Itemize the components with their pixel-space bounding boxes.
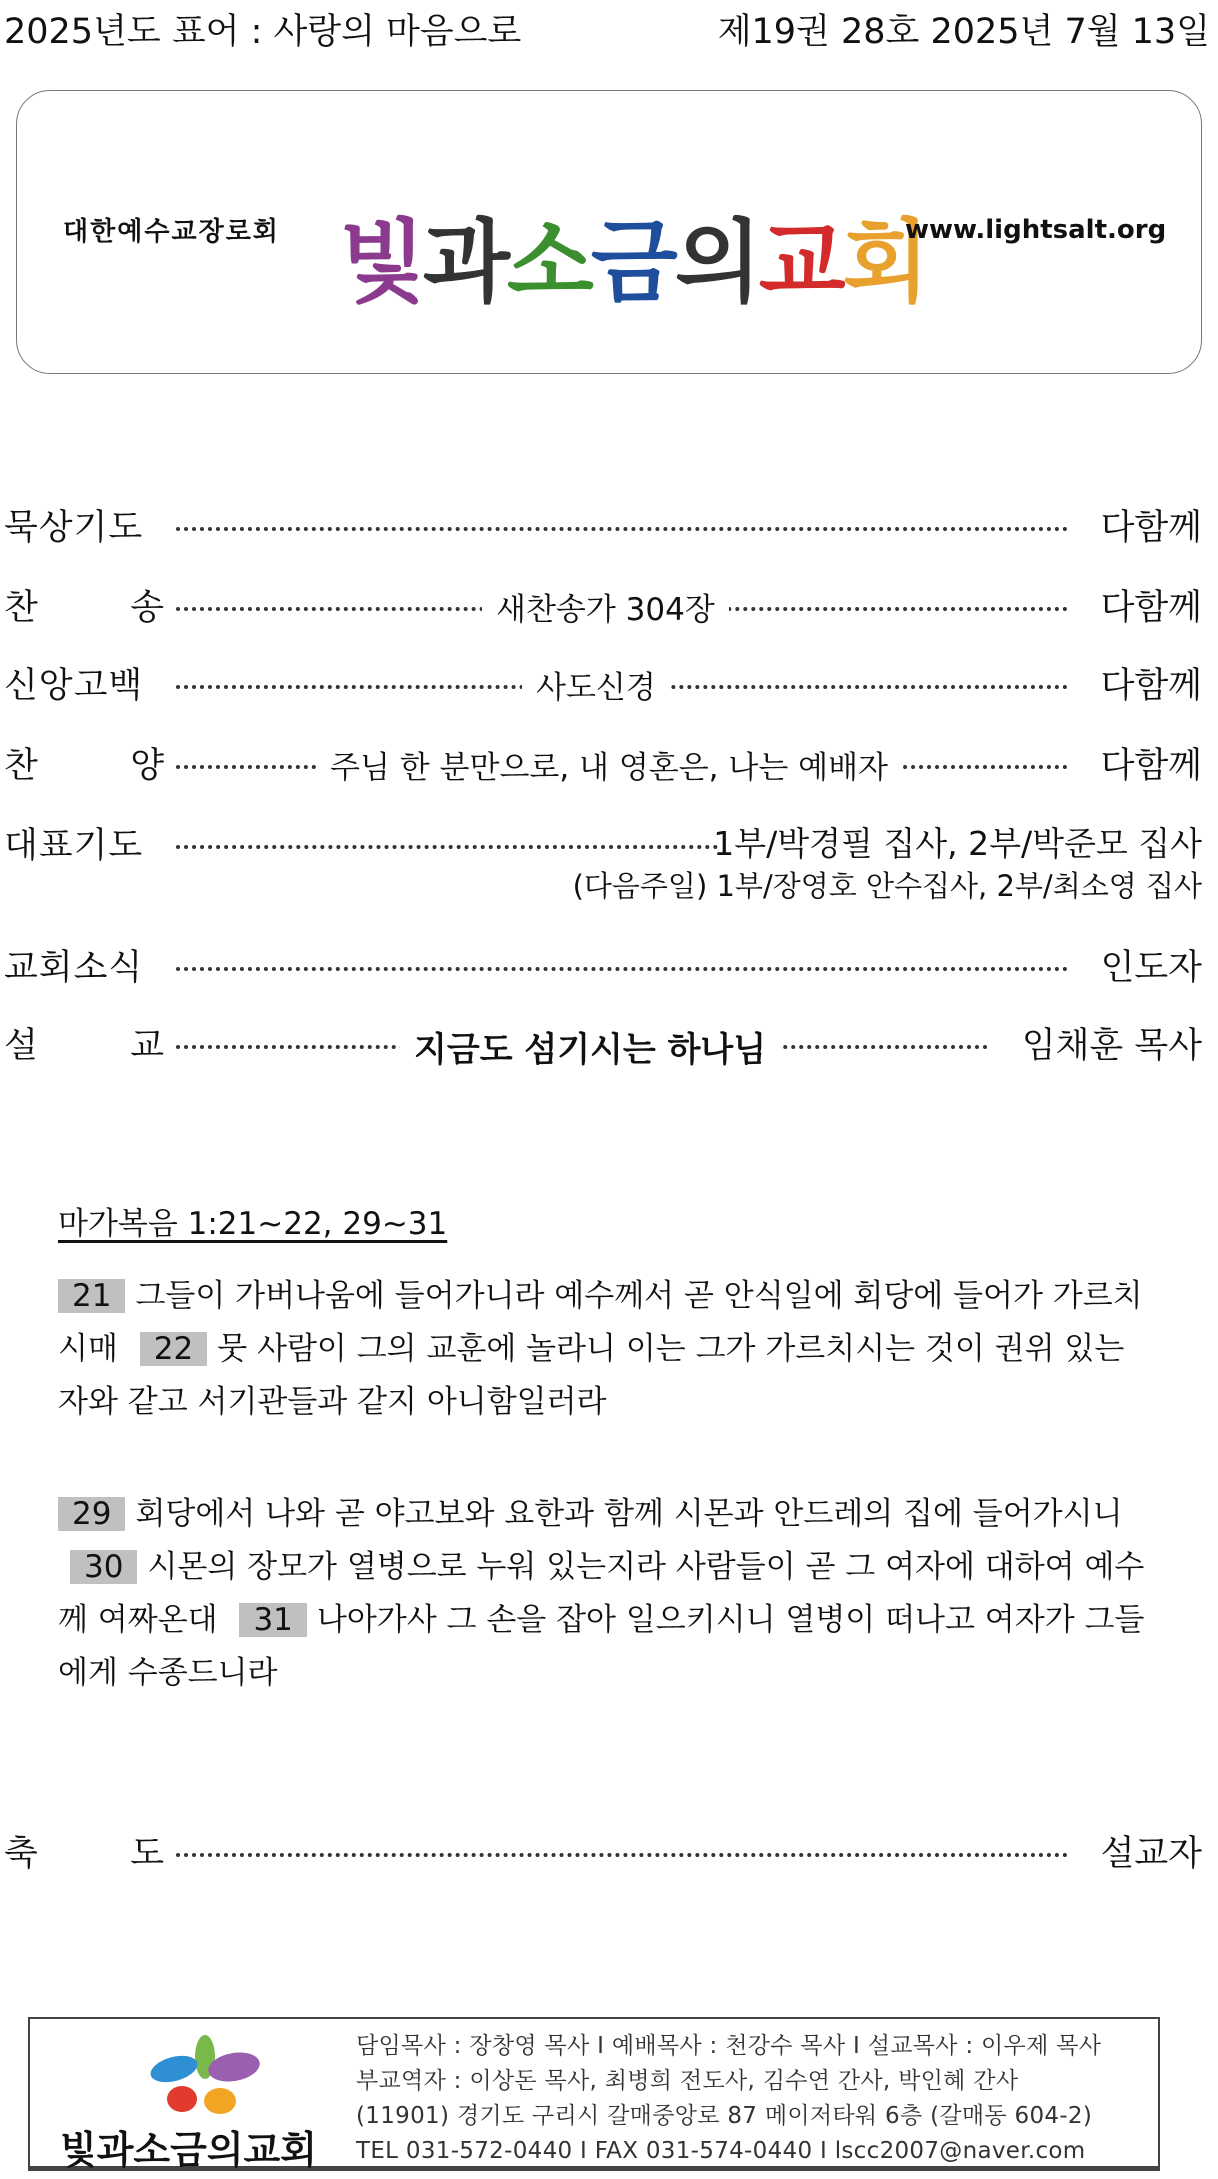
- staff-line: 부교역자 : 이상돈 목사, 최병희 전도사, 김수연 간사, 박인혜 간사: [356, 2068, 1019, 2094]
- logo-char: 교: [758, 209, 843, 315]
- church-logo-icon: [130, 2027, 280, 2119]
- verse-number: 31: [239, 1603, 306, 1637]
- order-row-praise: [0, 738, 1218, 798]
- logo-char: 회: [842, 209, 927, 315]
- verse-text: 회당에서 나와 곧 야고보와 요한과 함께 시몬과 안드레의 집에 들어가시니: [135, 1496, 1123, 1532]
- logo-char: 과: [422, 209, 507, 315]
- order-detail: 사도신경: [522, 662, 670, 707]
- order-label: 신앙고백: [4, 666, 144, 706]
- leader-dots: [176, 527, 1068, 531]
- logo-char: 소: [506, 209, 591, 315]
- staff-line: 담임목사 : 장창영 목사 I 예배목사 : 천강수 목사 I 설교목사 : 이우제 목사: [356, 2033, 1102, 2059]
- contact-line: TEL 031-572-0440 I FAX 031-574-0440 I lscc2007@naver.com: [356, 2138, 1086, 2164]
- order-label-part: 양: [130, 746, 164, 786]
- verse-number: 29: [58, 1497, 125, 1531]
- sermon-title: 지금도 섬기시는 하나님: [400, 1022, 780, 1071]
- scripture-paragraph: [58, 1270, 1158, 1429]
- church-footer: [28, 2017, 1160, 2171]
- logo-char: 금: [590, 209, 675, 315]
- scripture-paragraph: [58, 1488, 1158, 1700]
- address-line: (11901) 경기도 구리시 갈매중앙로 87 메이저타워 6층 (갈매동 604-2): [356, 2103, 1093, 2129]
- verse-text: 나아가사 그 손을 잡아 일으키시니 열병이 떠나고 여자가 그들에게 수종드니라: [58, 1602, 1145, 1691]
- order-row-sermon: [0, 1018, 1218, 1078]
- year-motto: 2025년도 표어 : 사랑의 마음으로: [4, 12, 522, 52]
- verse-text: 시몬의 장모가 열병으로 누워 있는지라 사람들이 곧 그 여자에 대하여 예수께 여짜온대: [58, 1549, 1145, 1638]
- denomination-name: 대한예수교장로회: [63, 217, 280, 247]
- order-label-part: 찬: [4, 588, 38, 628]
- order-leader: 1부/박경필 집사, 2부/박준모 집사: [713, 824, 1202, 863]
- scripture-reference: 마가복음 1:21~22, 29~31: [58, 1206, 448, 1242]
- verse-text: 뭇 사람이 그의 교훈에 놀라니 이는 그가 가르치시는 것이 권위 있는 자와 같고 서기관들과 같지 아니함일러라: [58, 1331, 1125, 1420]
- footer-logo-text: 빛과소금의교회: [60, 2127, 317, 2172]
- order-label: [4, 1018, 164, 1068]
- logo-char: 의: [674, 209, 759, 315]
- leader-dots: [176, 967, 1068, 971]
- logo-char: 빛: [339, 209, 423, 315]
- church-logo-text: [339, 189, 927, 319]
- order-row-benediction: [0, 1826, 1218, 1886]
- church-website: www.lightsalt.org: [905, 215, 1167, 245]
- order-label: [4, 738, 164, 788]
- order-leader: 다함께: [1100, 588, 1202, 628]
- order-label-part: 송: [130, 588, 164, 628]
- verse-number: 21: [58, 1279, 125, 1313]
- order-label: [4, 1826, 164, 1876]
- order-detail: 새찬송가 304장: [482, 584, 729, 629]
- order-leader: 다함께: [1100, 666, 1202, 706]
- issue-date: 제19권 28호 2025년 7월 13일: [717, 12, 1210, 52]
- order-label: 교회소식: [4, 948, 144, 988]
- leader-dots: [176, 1853, 1068, 1857]
- leader-dots: [176, 845, 718, 849]
- order-row-creed: [0, 658, 1218, 718]
- order-label-part: 찬: [4, 746, 38, 786]
- verse-number: 30: [70, 1550, 137, 1584]
- order-leader: 설교자: [1100, 1834, 1202, 1874]
- order-row-news: [0, 940, 1218, 1000]
- order-leader: 다함께: [1100, 746, 1202, 786]
- staff-contact-info: [356, 2029, 1101, 2169]
- order-row-hymn: [0, 580, 1218, 640]
- order-label-part: 축: [4, 1834, 38, 1874]
- order-row-meditation: [0, 500, 1218, 560]
- order-label: [4, 580, 164, 630]
- verse-text: 그들이 가버나움에 들어가니라 예수께서 곧 안식일에 회당에 들어가 가르치시매: [58, 1278, 1143, 1367]
- order-label-part: 교: [130, 1026, 164, 1066]
- bulletin-header: [0, 0, 1218, 60]
- order-label-part: 설: [4, 1026, 38, 1066]
- order-label-part: 도: [130, 1834, 164, 1874]
- order-detail: 주님 한 분만으로, 내 영혼은, 나는 예배자: [316, 742, 902, 787]
- church-banner: [16, 90, 1202, 374]
- order-leader: 다함께: [1100, 508, 1202, 548]
- order-label: 대표기도: [4, 826, 144, 866]
- verse-number: 22: [140, 1332, 207, 1366]
- order-leader: 인도자: [1100, 948, 1202, 988]
- next-week-prayer: (다음주일) 1부/장영호 안수집사, 2부/최소영 집사: [572, 869, 1202, 903]
- order-label: 묵상기도: [4, 508, 144, 548]
- order-leader: 임채훈 목사: [1021, 1026, 1202, 1066]
